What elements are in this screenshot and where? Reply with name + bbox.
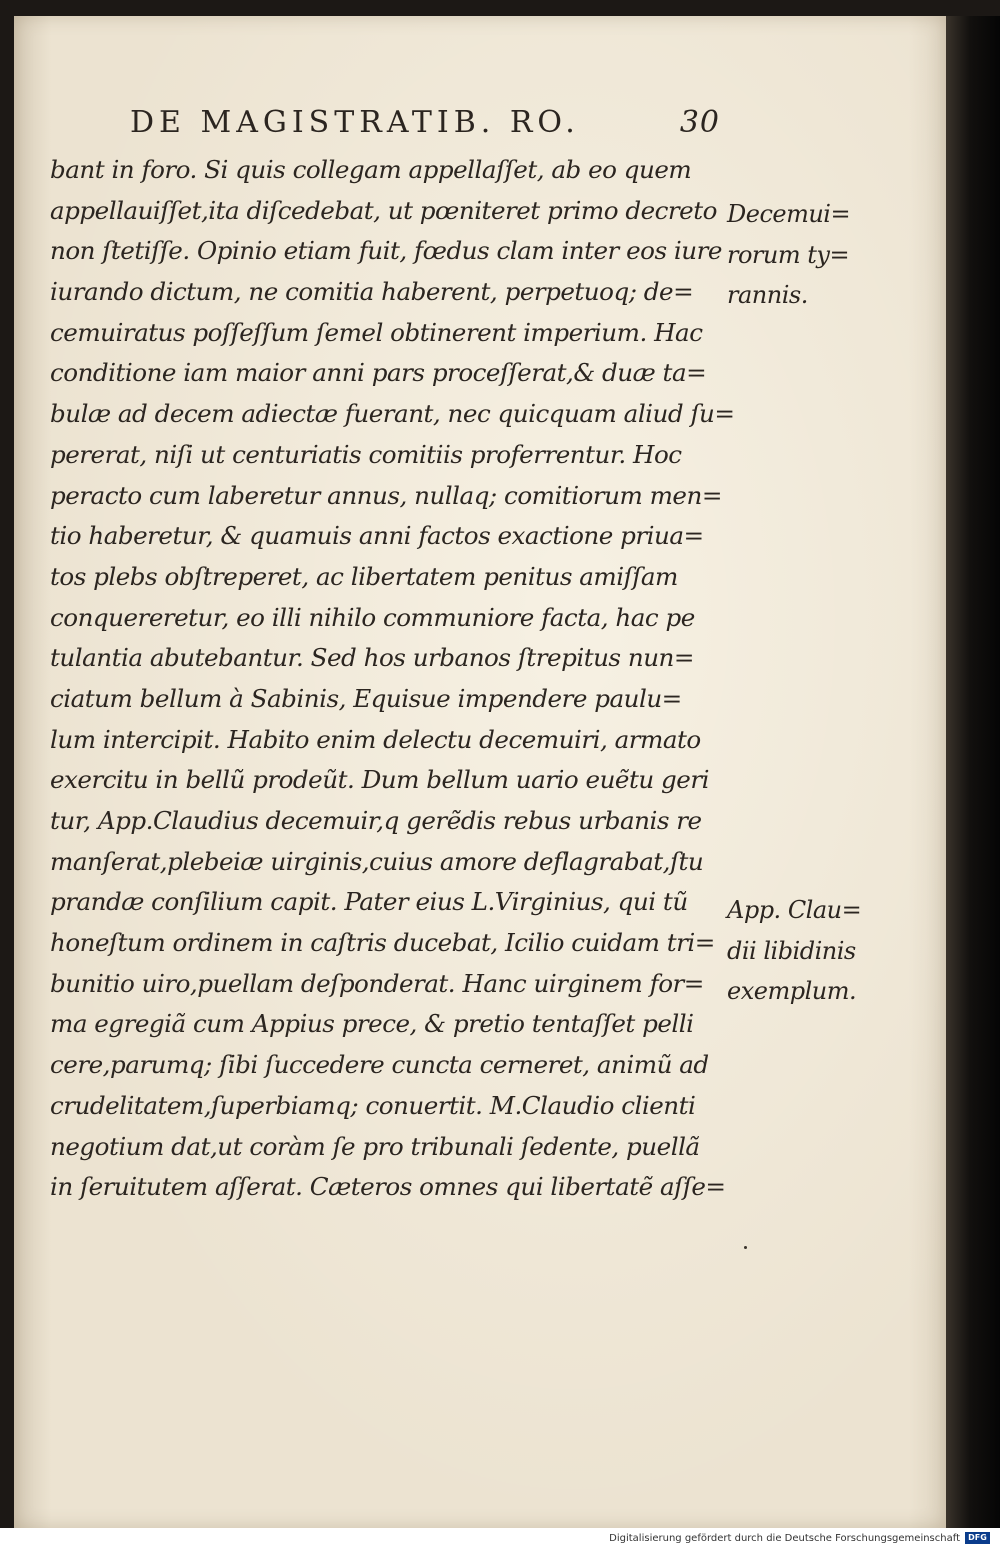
dfg-logo: DFG	[965, 1532, 990, 1544]
body-text	[50, 150, 735, 1208]
marginal-note-appius	[727, 890, 877, 1012]
text-line: pererat, niſi ut centuriatis comitiis proferrentur. Hoc	[50, 439, 682, 469]
text-line: crudelitatem,ſuperbiamq; conuertit. M.Claudio clienti	[50, 1090, 696, 1120]
running-title: DE MAGISTRATIB. RO.	[130, 105, 580, 140]
text-line: bunitio uiro,puellam deſponderat. Hanc uirginem for=	[50, 968, 704, 998]
text-line: bulæ ad decem adiectæ fuerant, nec quicquam aliud ſu=	[50, 399, 735, 429]
text-line: manſerat,plebeiæ uirginis,cuius amore deflagrabat,ſtu	[50, 846, 704, 876]
text-line: prandæ conſilium capit. Pater eius L.Virginius, qui tũ	[50, 887, 688, 917]
text-line: tur, App.Claudius decemuir,q gerẽdis rebus urbanis re	[50, 806, 702, 835]
text-line: bant in foro. Si quis collegam appellaſſet, ab eo quem	[50, 155, 692, 184]
running-head	[130, 105, 720, 140]
marginal-note-line: dii libidinis	[727, 936, 856, 965]
text-line: iurando dictum, ne comitia haberent, perpetuoq; de=	[50, 277, 694, 307]
text-line: peracto cum laberetur annus, nullaq; comitiorum men=	[50, 480, 722, 510]
ink-speck	[744, 1246, 747, 1249]
text-line: ciatum bellum à Sabinis, Equisue impendere paulu=	[50, 683, 682, 713]
marginal-note-line: exemplum.	[727, 977, 857, 1006]
text-line: cemuiratus poſſeſſum ſemel obtinerent imperium. Hac	[50, 317, 703, 347]
marginal-note-line: Decemui=	[727, 200, 851, 228]
text-line: ma egregiã cum Appius prece, & pretio tentaſſet pelli	[50, 1009, 694, 1039]
footer-bar	[0, 1528, 1000, 1549]
text-line: exercitu in bellũ prodeũt. Dum bellum uario euẽtu geri	[50, 765, 709, 795]
text-line: lum intercipit. Habito enim delectu decemuiri, armato	[50, 724, 701, 754]
text-line: honeſtum ordinem in caſtris ducebat, Icilio cuidam tri=	[50, 928, 715, 958]
marginal-note-line: rorum ty=	[727, 240, 850, 269]
text-line: conquereretur, eo illi nihilo communiore facta, hac pe	[50, 602, 695, 632]
book-edge-shadow	[946, 16, 1000, 1528]
marginal-note-decemvirorum	[727, 194, 877, 316]
text-line: conditione iam maior anni pars proceſſerat,& duæ ta=	[50, 358, 707, 388]
marginal-note-line: rannis.	[727, 281, 808, 310]
text-line: negotium dat,ut coràm ſe pro tribunali ſedente, puellã	[50, 1131, 700, 1161]
text-line: tulantia abutebantur. Sed hos urbanos ſtrepitus nun=	[50, 643, 694, 673]
text-line: non ſtetiſſe. Opinio etiam fuit, fœdus clam inter eos iure	[50, 236, 722, 266]
text-line: tio haberetur, & quamuis anni factos exactione priua=	[50, 521, 704, 551]
text-line: in ſeruitutem aſſerat. Cæteros omnes qui libertatẽ aſſe=	[50, 1172, 726, 1202]
text-line: tos plebs obſtreperet, ac libertatem penitus amiſſam	[50, 561, 678, 591]
text-line: cere,parumq; ſibi ſuccedere cuncta cerneret, animũ ad	[50, 1050, 709, 1080]
page-number: 30	[679, 105, 720, 140]
funding-credit: Digitalisierung gefördert durch die Deutsche Forschungsgemeinschaft	[609, 1533, 960, 1544]
text-line: appellauiſſet,ita diſcedebat, ut pœniteret primo decreto	[50, 195, 717, 225]
marginal-note-line: App. Clau=	[727, 896, 862, 924]
